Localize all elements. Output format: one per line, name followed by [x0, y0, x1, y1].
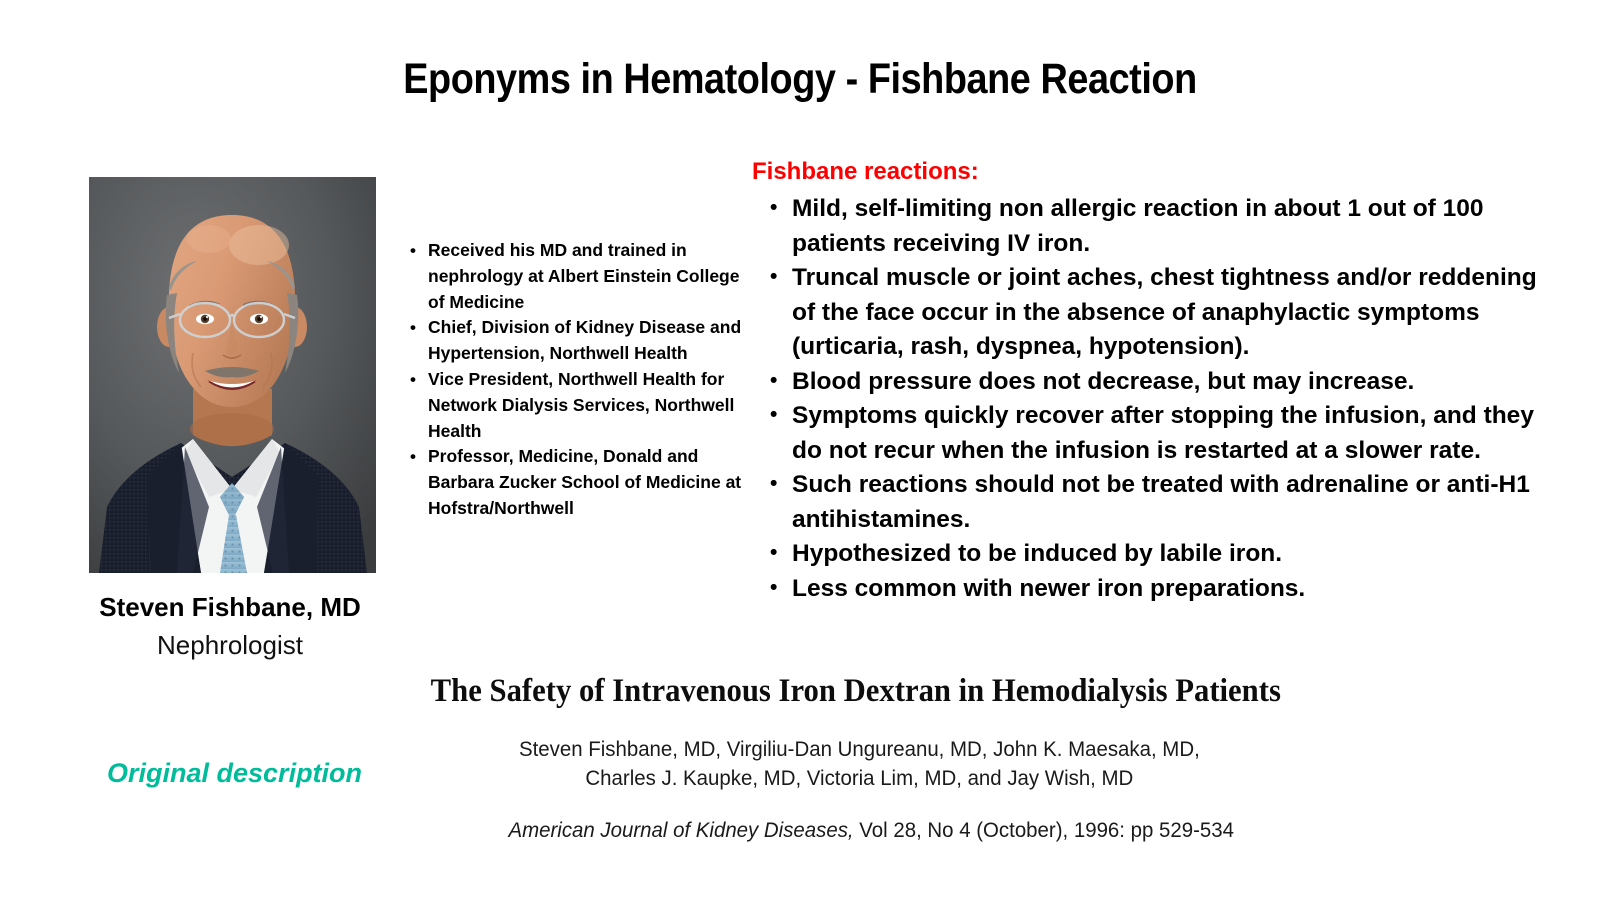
person-name: Steven Fishbane, MD — [99, 592, 361, 622]
bio-bullet-list — [404, 238, 750, 522]
citation-authors-line-2: Charles J. Kaupke, MD, Victoria Lim, MD, and Jay Wish, MD — [585, 766, 1134, 790]
citation-authors — [40, 735, 1560, 793]
list-item: • Hypothesized to be induced by labile iron. — [792, 537, 1552, 572]
list-item: • Received his MD and trained in nephrology at Albert Einstein College of Medicine — [428, 238, 750, 315]
reactions-heading: Fishbane reactions: — [752, 158, 979, 185]
original-description-label: Original description — [107, 758, 363, 788]
reactions-bullet-list — [770, 192, 1552, 606]
list-item: • Mild, self-limiting non allergic reaction in about 1 out of 100 patients receiving IV iron. — [792, 192, 1552, 261]
portrait-photo — [89, 177, 376, 573]
list-item: • Professor, Medicine, Donald and Barbara Zucker School of Medicine at Hofstra/Northwell — [428, 444, 750, 521]
list-item: • Symptoms quickly recover after stopping the infusion, and they do not recur when the infusion is restarted at a slower rate. — [792, 399, 1552, 468]
list-item: • Blood pressure does not decrease, but may increase. — [792, 365, 1552, 400]
citation-title: The Safety of Intravenous Iron Dextran in Hemodialysis Patients — [430, 673, 1281, 709]
portrait-illustration — [89, 177, 376, 573]
citation-journal-name: American Journal of Kidney Diseases, — [508, 818, 854, 842]
page-title: Eponyms in Hematology - Fishbane Reaction — [403, 55, 1197, 103]
citation-authors-line-1: Steven Fishbane, MD, Virgiliu-Dan Ungureanu, MD, John K. Maesaka, MD, — [518, 737, 1200, 761]
list-item: • Less common with newer iron preparations. — [792, 572, 1552, 607]
citation-journal-details: Vol 28, No 4 (October), 1996: pp 529-534 — [853, 818, 1235, 842]
list-item: • Such reactions should not be treated with adrenaline or anti-H1 antihistamines. — [792, 468, 1552, 537]
list-item: • Chief, Division of Kidney Disease and Hypertension, Northwell Health — [428, 315, 750, 367]
list-item: • Vice President, Northwell Health for Network Dialysis Services, Northwell Health — [428, 367, 750, 444]
list-item: • Truncal muscle or joint aches, chest tightness and/or reddening of the face occur in the absence of anaphylactic symptoms (urticaria, rash, dyspnea, hypotension). — [792, 261, 1552, 365]
citation-journal — [40, 818, 1560, 843]
person-role: Nephrologist — [157, 630, 303, 660]
